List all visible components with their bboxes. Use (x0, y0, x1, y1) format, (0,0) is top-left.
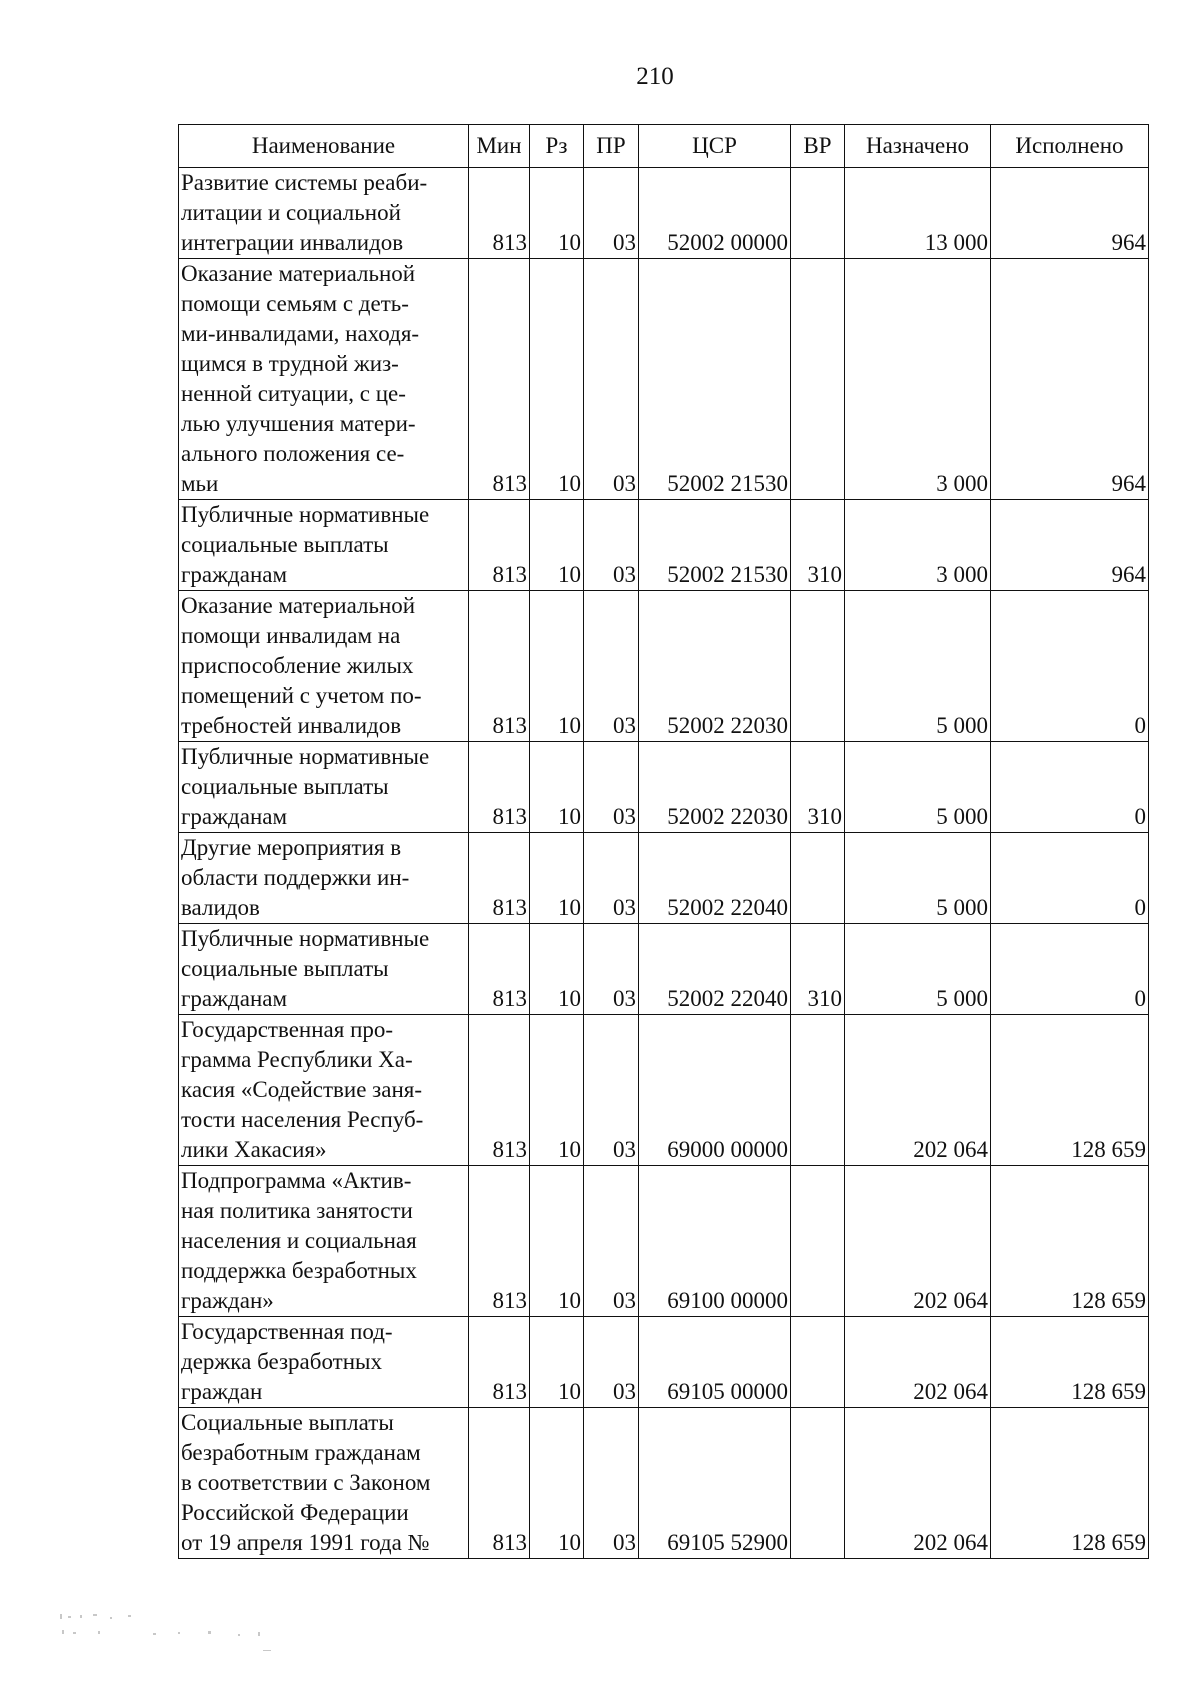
cell-assigned: 202 064 (845, 1166, 991, 1317)
cell-vr (791, 259, 845, 500)
cell-csr: 69105 52900 (639, 1408, 791, 1559)
cell-pr: 03 (584, 742, 639, 833)
cell-executed: 0 (991, 742, 1149, 833)
cell-rz: 10 (530, 1408, 584, 1559)
table-row (179, 168, 1149, 259)
cell-name: Оказание материальной помощи инвалидам на приспособление жилых помещений с учетом по- требностей инвалидов (179, 591, 469, 742)
cell-csr: 69100 00000 (639, 1166, 791, 1317)
cell-name: Подпрограмма «Актив- ная политика занятости населения и социальная поддержка безработных граждан» (179, 1166, 469, 1317)
cell-pr: 03 (584, 168, 639, 259)
cell-vr (791, 168, 845, 259)
cell-min: 813 (469, 259, 530, 500)
cell-assigned: 5 000 (845, 742, 991, 833)
cell-assigned: 202 064 (845, 1015, 991, 1166)
scan-noise-marks (58, 1610, 278, 1670)
cell-rz: 10 (530, 1317, 584, 1408)
cell-rz: 10 (530, 591, 584, 742)
cell-assigned: 3 000 (845, 500, 991, 591)
cell-assigned: 202 064 (845, 1408, 991, 1559)
cell-assigned: 5 000 (845, 591, 991, 742)
cell-pr: 03 (584, 500, 639, 591)
table-row (179, 591, 1149, 742)
cell-assigned: 5 000 (845, 833, 991, 924)
cell-executed: 0 (991, 833, 1149, 924)
cell-name: Развитие системы реаби- литации и социальной интеграции инвалидов (179, 168, 469, 259)
cell-pr: 03 (584, 1015, 639, 1166)
cell-pr: 03 (584, 259, 639, 500)
cell-csr: 52002 22030 (639, 591, 791, 742)
table-row (179, 1166, 1149, 1317)
table-row (179, 742, 1149, 833)
cell-vr (791, 833, 845, 924)
cell-vr (791, 1166, 845, 1317)
cell-min: 813 (469, 591, 530, 742)
cell-pr: 03 (584, 924, 639, 1015)
cell-csr: 52002 21530 (639, 259, 791, 500)
cell-vr: 310 (791, 742, 845, 833)
header-pr: ПР (584, 125, 639, 168)
cell-csr: 52002 22030 (639, 742, 791, 833)
cell-min: 813 (469, 1166, 530, 1317)
cell-assigned: 3 000 (845, 259, 991, 500)
cell-vr: 310 (791, 924, 845, 1015)
cell-min: 813 (469, 500, 530, 591)
table-header-row (179, 125, 1149, 168)
table-row (179, 833, 1149, 924)
table-row (179, 1015, 1149, 1166)
cell-assigned: 202 064 (845, 1317, 991, 1408)
header-rz: Рз (530, 125, 584, 168)
cell-pr: 03 (584, 833, 639, 924)
cell-executed: 128 659 (991, 1408, 1149, 1559)
cell-pr: 03 (584, 1408, 639, 1559)
cell-name: Публичные нормативные социальные выплаты гражданам (179, 742, 469, 833)
cell-executed: 128 659 (991, 1166, 1149, 1317)
table-row (179, 1408, 1149, 1559)
cell-csr: 69105 00000 (639, 1317, 791, 1408)
cell-executed: 128 659 (991, 1015, 1149, 1166)
cell-min: 813 (469, 168, 530, 259)
cell-csr: 52002 00000 (639, 168, 791, 259)
cell-min: 813 (469, 1317, 530, 1408)
table-row (179, 500, 1149, 591)
header-csr: ЦСР (639, 125, 791, 168)
cell-csr: 69000 00000 (639, 1015, 791, 1166)
budget-table (178, 124, 1149, 1559)
cell-name: Государственная под- держка безработных граждан (179, 1317, 469, 1408)
table-row (179, 259, 1149, 500)
cell-vr: 310 (791, 500, 845, 591)
cell-executed: 964 (991, 500, 1149, 591)
cell-name: Социальные выплаты безработным гражданам в соответствии с Законом Российской Федерации от 19 апреля 1991 года № (179, 1408, 469, 1559)
cell-min: 813 (469, 742, 530, 833)
cell-executed: 0 (991, 591, 1149, 742)
cell-csr: 52002 22040 (639, 833, 791, 924)
cell-rz: 10 (530, 924, 584, 1015)
cell-executed: 0 (991, 924, 1149, 1015)
cell-min: 813 (469, 924, 530, 1015)
table-row (179, 924, 1149, 1015)
cell-executed: 964 (991, 168, 1149, 259)
cell-assigned: 13 000 (845, 168, 991, 259)
cell-rz: 10 (530, 1015, 584, 1166)
cell-min: 813 (469, 833, 530, 924)
cell-rz: 10 (530, 168, 584, 259)
cell-name: Оказание материальной помощи семьям с деть- ми-инвалидами, находя- щимся в трудной жиз- ненной ситуации, с це- лью улучшения матери- ального положения се- мьи (179, 259, 469, 500)
cell-rz: 10 (530, 259, 584, 500)
page-number: 210 (636, 63, 674, 90)
header-vr: ВР (791, 125, 845, 168)
cell-executed: 128 659 (991, 1317, 1149, 1408)
header-min: Мин (469, 125, 530, 168)
header-executed: Исполнено (991, 125, 1149, 168)
header-name: Наименование (179, 125, 469, 168)
cell-pr: 03 (584, 1317, 639, 1408)
cell-rz: 10 (530, 1166, 584, 1317)
cell-csr: 52002 22040 (639, 924, 791, 1015)
cell-vr (791, 591, 845, 742)
cell-assigned: 5 000 (845, 924, 991, 1015)
cell-pr: 03 (584, 1166, 639, 1317)
cell-min: 813 (469, 1408, 530, 1559)
cell-rz: 10 (530, 500, 584, 591)
header-assigned: Назначено (845, 125, 991, 168)
cell-rz: 10 (530, 833, 584, 924)
cell-name: Публичные нормативные социальные выплаты гражданам (179, 500, 469, 591)
cell-vr (791, 1317, 845, 1408)
cell-executed: 964 (991, 259, 1149, 500)
cell-rz: 10 (530, 742, 584, 833)
cell-csr: 52002 21530 (639, 500, 791, 591)
cell-vr (791, 1408, 845, 1559)
table-row (179, 1317, 1149, 1408)
cell-min: 813 (469, 1015, 530, 1166)
cell-name: Другие мероприятия в области поддержки ин- валидов (179, 833, 469, 924)
table-body (179, 168, 1149, 1559)
cell-vr (791, 1015, 845, 1166)
cell-name: Публичные нормативные социальные выплаты гражданам (179, 924, 469, 1015)
cell-name: Государственная про- грамма Республики Ха- касия «Содействие заня- тости населения Респуб- лики Хакасия» (179, 1015, 469, 1166)
cell-pr: 03 (584, 591, 639, 742)
